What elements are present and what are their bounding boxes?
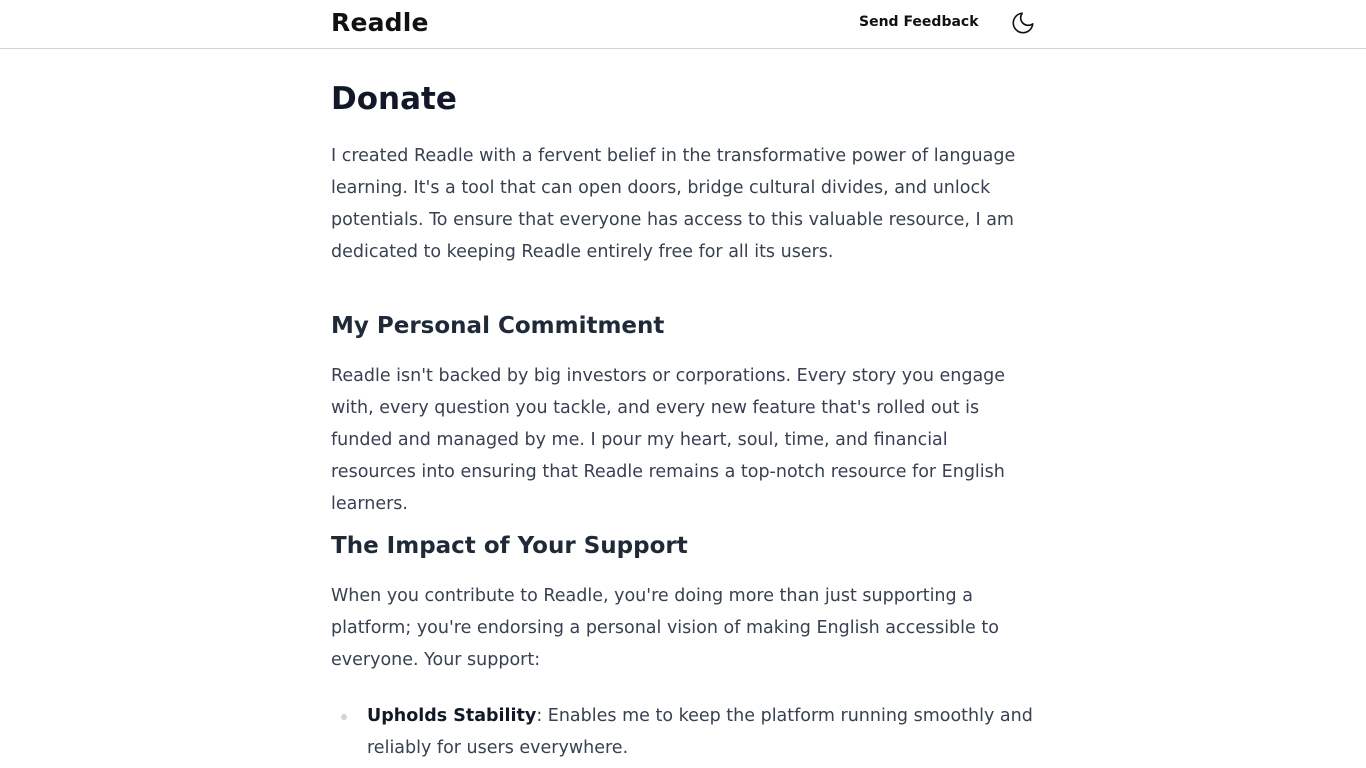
brand-logo-link[interactable]: Readle: [331, 8, 429, 37]
list-item: [331, 700, 1037, 764]
impact-list: [331, 700, 1037, 764]
intro-paragraph: I created Readle with a fervent belief in the transformative power of language learning. It's a tool that can open doors, bridge cultural divides, and unlock potentials. To ensure that everyone has access to this valuable resource, I am dedicated to keeping Readle entirely free for all its users.: [331, 146, 1016, 262]
list-item-text: : Enables me to keep the platform running smoothly and reliably for users everywhere.: [367, 706, 1033, 758]
section-heading-impact: The Impact of Your Support: [331, 533, 688, 559]
send-feedback-button[interactable]: Send Feedback: [859, 14, 979, 30]
commitment-paragraph: Readle isn't backed by big investors or corporations. Every story you engage with, every question you tackle, and every new feature that's rolled out is funded and managed by me. I pour my heart, soul, time, and financial resources into ensuring that Readle remains a top-notch resource for English learners.: [331, 366, 1006, 514]
impact-paragraph: When you contribute to Readle, you're doing more than just supporting a platform; you're endorsing a personal vision of making English accessible to everyone. Your support:: [331, 586, 999, 670]
page-title: Donate: [331, 81, 457, 117]
top-navbar: [0, 0, 1366, 49]
moon-icon: [1010, 10, 1036, 36]
theme-toggle-button[interactable]: [1010, 10, 1036, 36]
bullet-dot: [341, 714, 347, 720]
section-heading-commitment: My Personal Commitment: [331, 313, 665, 339]
list-item-title: Upholds Stability: [367, 706, 537, 726]
